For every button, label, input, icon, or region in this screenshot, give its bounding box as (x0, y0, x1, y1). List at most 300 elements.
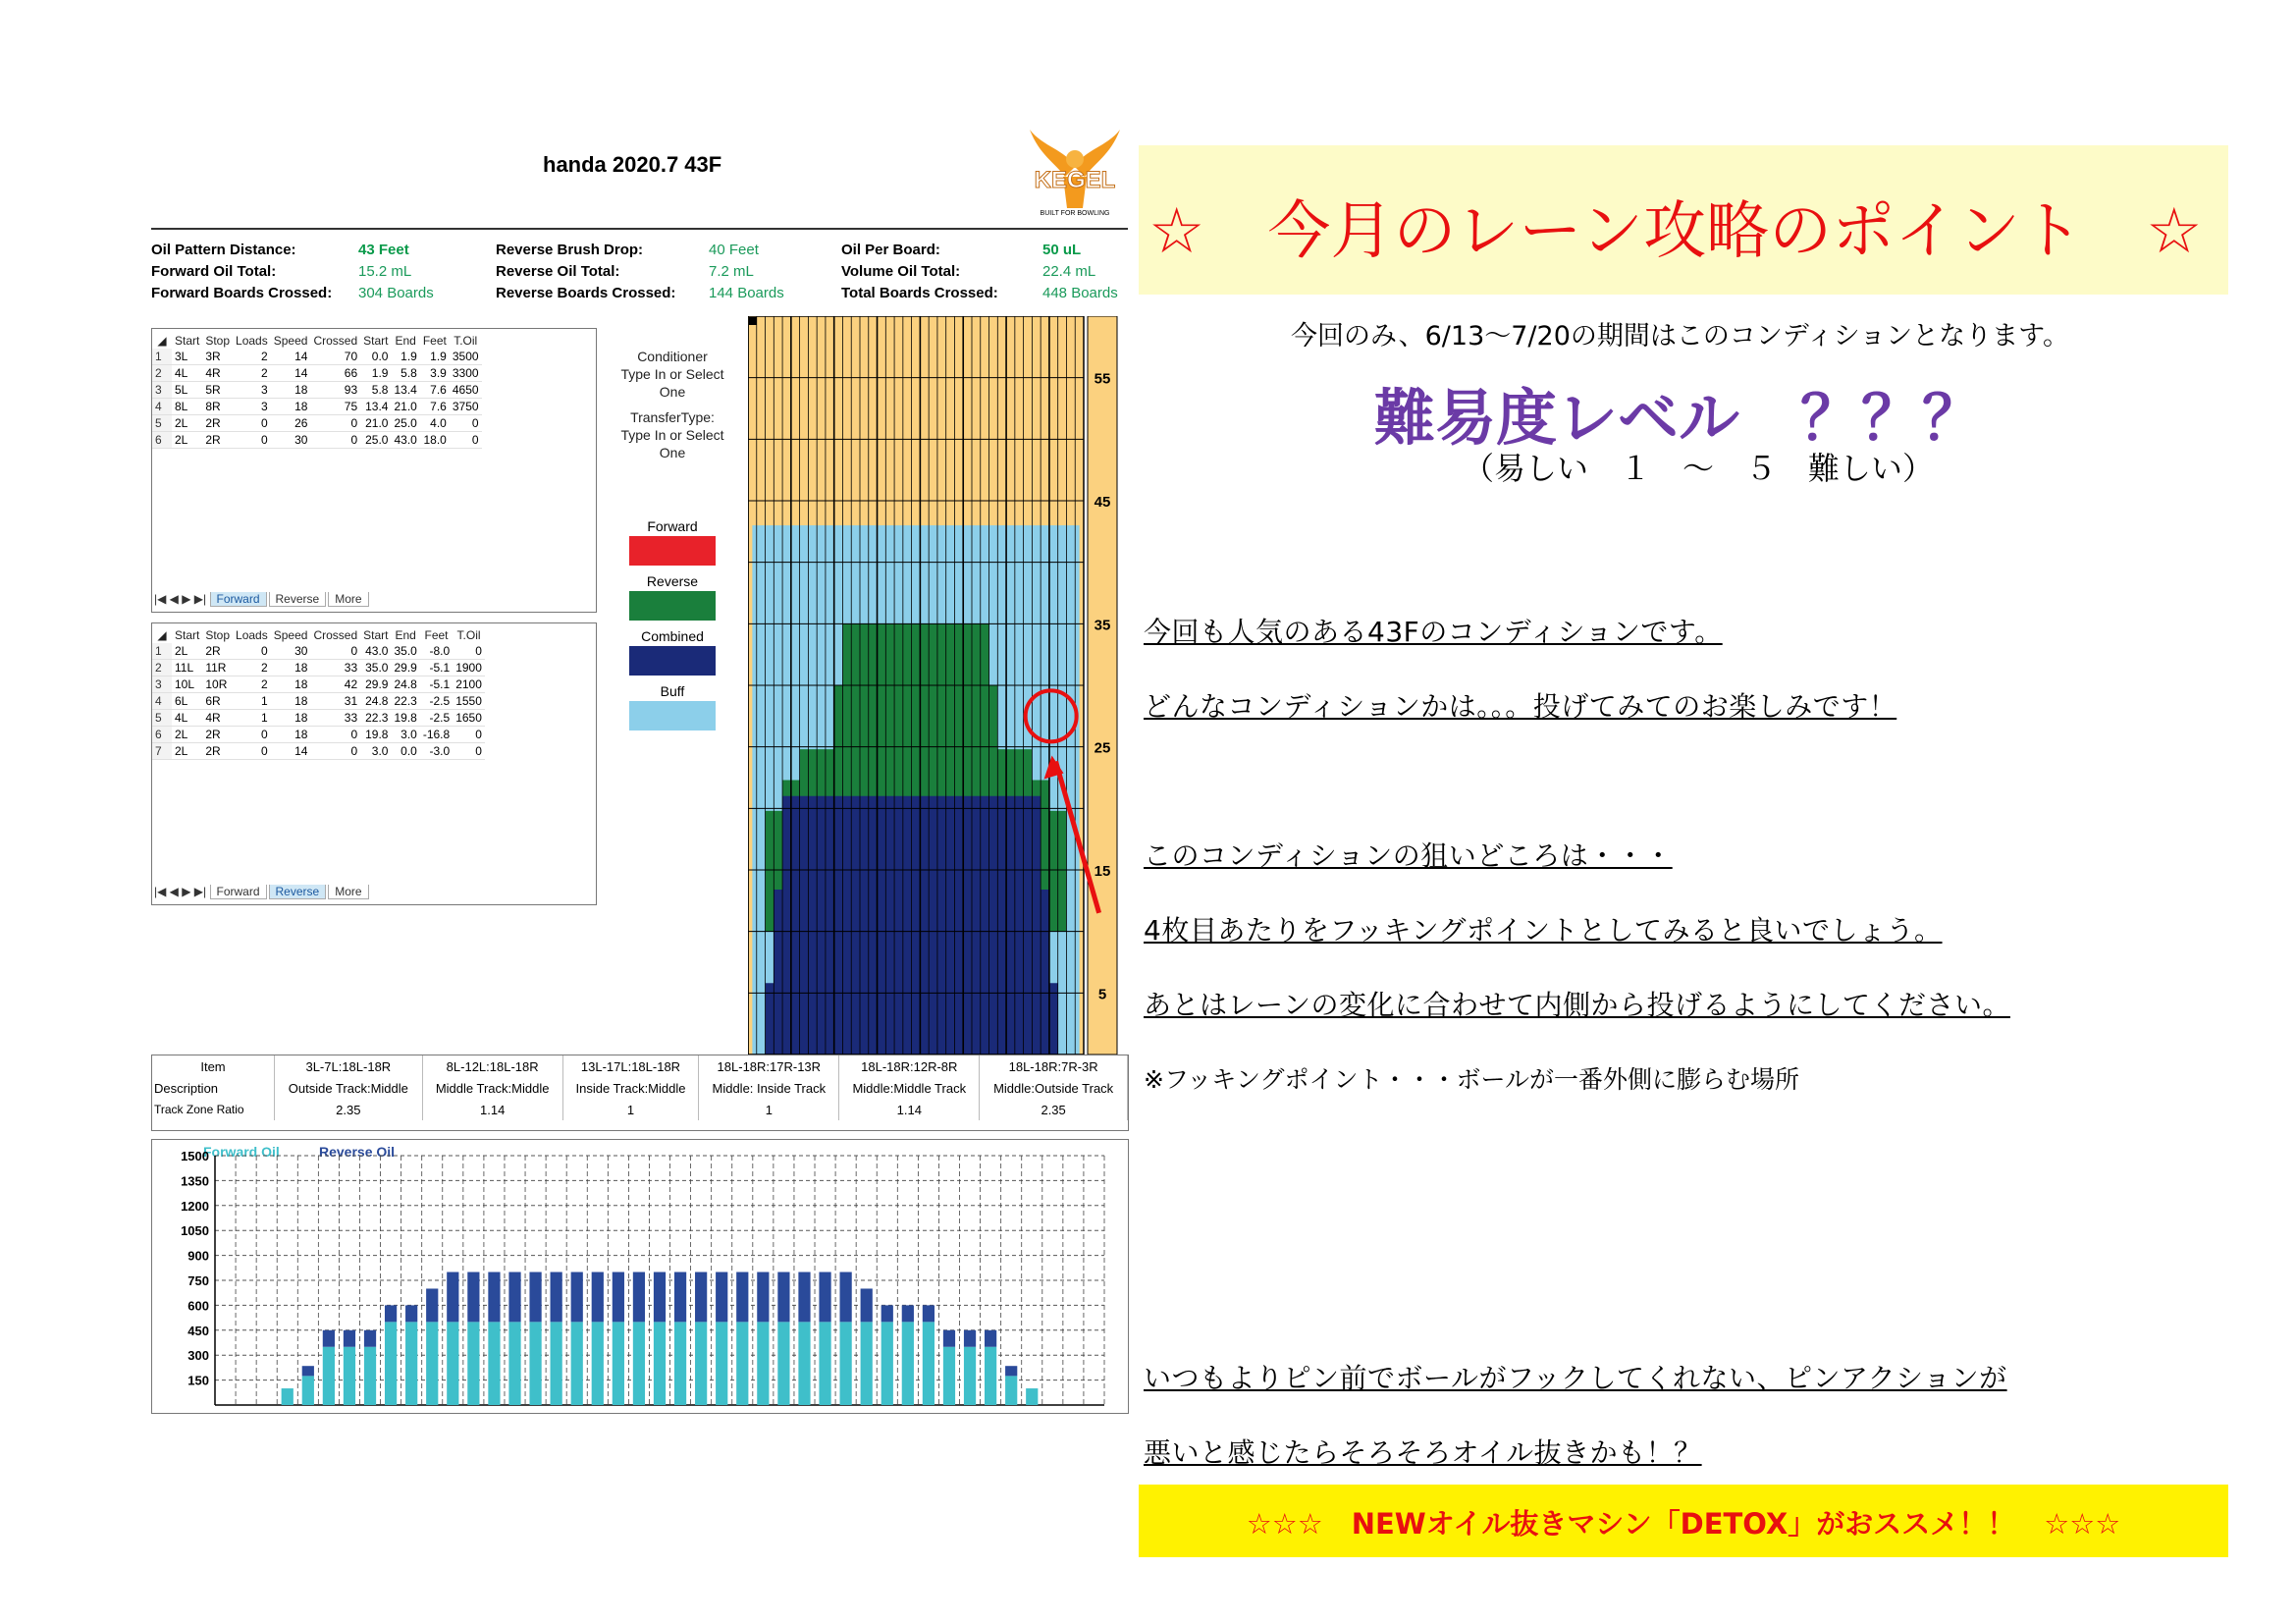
bar-reverse-oil (633, 1272, 645, 1323)
stat-value-pattern-distance: 43 Feet (358, 242, 409, 258)
table-cell[interactable]: 43.0 (391, 432, 419, 449)
column-header: Crossed (313, 628, 358, 642)
header-corner: ◢ (157, 334, 167, 348)
table-cell[interactable]: 18 (271, 399, 311, 415)
table-cell[interactable]: 2R (202, 415, 233, 432)
bar-forward-oil (1026, 1388, 1038, 1405)
forward-table-body (152, 349, 482, 449)
table-cell[interactable]: 0 (310, 415, 360, 432)
bar-reverse-oil (571, 1272, 583, 1323)
header-corner: ◢ (157, 628, 167, 642)
table-cell[interactable]: -3.0 (420, 743, 453, 760)
stat-value-forward-oil: 15.2 mL (358, 263, 412, 280)
table-cell[interactable]: 3.9 (420, 365, 450, 382)
bar-forward-oil (819, 1322, 830, 1405)
table-cell[interactable]: 1650 (453, 710, 485, 727)
transfer-line: Type In or Select (620, 427, 724, 443)
stat-value-oil-per-board: 50 uL (1042, 242, 1082, 258)
table-cell[interactable]: 31 (310, 693, 360, 710)
table-cell[interactable]: 3.0 (360, 743, 391, 760)
table-cell[interactable]: 10R (202, 676, 233, 693)
row-number[interactable]: 1 (152, 643, 172, 660)
legend-reverse-oil: Reverse Oil (319, 1144, 396, 1160)
row-number[interactable]: 6 (152, 432, 172, 449)
legend-swatch (629, 591, 716, 621)
legend-item (623, 628, 721, 676)
table-cell[interactable]: -8.0 (420, 643, 453, 660)
column-header: Start (363, 334, 389, 348)
zone-ratio: 1.14 (839, 1099, 980, 1120)
bar-forward-oil (592, 1322, 604, 1405)
table-cell[interactable]: 4.0 (420, 415, 450, 432)
conditioner-line: One (659, 384, 686, 400)
bar-forward-oil (385, 1322, 397, 1405)
y-tick-label: 1500 (181, 1149, 209, 1163)
table-cell[interactable]: 4R (202, 365, 233, 382)
table-cell[interactable]: 3 (233, 399, 271, 415)
bar-reverse-oil (467, 1272, 479, 1323)
difficulty-scale: （易しい １ ～ ５ 難しい） (1463, 450, 1935, 487)
table-cell[interactable]: 4R (202, 710, 233, 727)
forward-table-row (152, 399, 482, 415)
bar-reverse-oil (344, 1330, 355, 1347)
table-cell[interactable]: 0 (233, 727, 271, 743)
bar-reverse-oil (840, 1272, 852, 1323)
tab-reverse[interactable]: Reverse (269, 885, 327, 899)
table-cell[interactable]: 42 (310, 676, 360, 693)
table-cell[interactable]: 7.6 (420, 399, 450, 415)
table-cell[interactable]: 24.8 (360, 693, 391, 710)
table-cell[interactable]: 14 (271, 743, 311, 760)
stat-label-reverse-oil: Reverse Oil Total: (496, 263, 620, 280)
table-cell[interactable]: 0 (450, 415, 482, 432)
table-cell[interactable]: 2L (172, 743, 202, 760)
table-cell[interactable]: 22.3 (391, 693, 419, 710)
y-tick-label: 1350 (181, 1173, 209, 1189)
legend-swatch (629, 701, 716, 730)
lane-oil-graph (748, 316, 1136, 1055)
bar-forward-oil (964, 1347, 976, 1405)
bar-forward-oil (467, 1322, 479, 1405)
y-tick-label: 300 (187, 1348, 209, 1364)
table-cell[interactable]: 6R (202, 693, 233, 710)
table-cell[interactable]: 30 (271, 643, 311, 660)
bar-forward-oil (695, 1322, 707, 1405)
table-cell[interactable]: -2.5 (420, 693, 453, 710)
bar-forward-oil (716, 1322, 727, 1405)
legend-item (623, 683, 721, 730)
y-tick-label: 600 (187, 1298, 209, 1314)
table-cell[interactable]: 2R (202, 727, 233, 743)
conditioner-note (604, 348, 741, 401)
zone-description: Inside Track:Middle (562, 1077, 699, 1099)
table-cell[interactable]: 0 (453, 643, 485, 660)
table-cell[interactable]: 4L (172, 365, 202, 382)
zone-description: Middle:Middle Track (839, 1077, 980, 1099)
table-cell[interactable]: 0 (233, 432, 271, 449)
table-cell[interactable]: 29.9 (391, 660, 419, 676)
table-cell[interactable]: 3R (202, 349, 233, 365)
bar-reverse-oil (529, 1272, 541, 1323)
table-cell[interactable]: 0 (233, 643, 271, 660)
table-cell[interactable]: 3 (233, 382, 271, 399)
table-cell[interactable]: 2L (172, 415, 202, 432)
bar-forward-oil (674, 1322, 686, 1405)
reverse-table-row (152, 743, 485, 760)
table-cell[interactable]: 1.9 (391, 349, 419, 365)
bar-reverse-oil (323, 1330, 335, 1347)
column-header: End (395, 628, 416, 642)
table-cell[interactable]: 0.0 (360, 349, 391, 365)
transfer-line: One (659, 445, 686, 460)
table-cell[interactable]: 19.8 (391, 710, 419, 727)
row-number[interactable]: 4 (152, 399, 172, 415)
table-cell[interactable]: 2R (202, 643, 233, 660)
forward-table-row (152, 365, 482, 382)
table-cell[interactable]: 0 (453, 743, 485, 760)
zone-description: Middle:Outside Track (980, 1077, 1128, 1099)
reverse-table-sheet (151, 622, 597, 905)
table-cell[interactable]: 0 (310, 643, 360, 660)
table-cell[interactable]: 5.8 (360, 382, 391, 399)
lane-ruler (1088, 316, 1117, 1055)
headline: ☆ 今月のレーン攻略のポイント ☆ (1148, 195, 2203, 268)
detox-banner-text: ☆☆☆ NEWオイル抜きマシン「DETOX」がおススメ！！ ☆☆☆ (1246, 1507, 2121, 1541)
column-header: Feet (424, 628, 449, 642)
zone-item-row (152, 1055, 1128, 1077)
table-cell[interactable]: 18 (271, 382, 311, 399)
bar-forward-oil (736, 1322, 748, 1405)
reverse-table-row (152, 676, 485, 693)
table-cell[interactable]: 18 (271, 660, 311, 676)
tab-nav-arrows[interactable]: |◀ ◀ ▶ ▶| (154, 885, 207, 898)
table-cell[interactable]: 35.0 (391, 643, 419, 660)
bar-reverse-oil (716, 1272, 727, 1323)
table-cell[interactable]: 3.0 (391, 727, 419, 743)
zone-desc-row (152, 1077, 1128, 1099)
table-cell[interactable]: 3500 (450, 349, 482, 365)
transfer-note (604, 408, 741, 461)
lane-legend (623, 518, 721, 738)
reverse-table-row (152, 660, 485, 676)
table-cell[interactable]: 4650 (450, 382, 482, 399)
table-cell[interactable]: 21.0 (360, 415, 391, 432)
table-cell[interactable]: 22.3 (360, 710, 391, 727)
table-cell[interactable]: 0 (453, 727, 485, 743)
zone-item: 18L-18R:7R-3R (980, 1055, 1128, 1077)
stat-value-volume-oil: 22.4 mL (1042, 263, 1096, 280)
oil-chart-frame (151, 1139, 1129, 1414)
table-cell[interactable]: 18.0 (420, 432, 450, 449)
table-cell[interactable]: 2L (172, 727, 202, 743)
table-cell[interactable]: 43.0 (360, 643, 391, 660)
legend-label: Forward (647, 518, 698, 534)
zone-ratio: 2.35 (980, 1099, 1128, 1120)
table-cell[interactable]: 18 (271, 676, 311, 693)
stat-label-reverse-boards: Reverse Boards Crossed: (496, 285, 676, 301)
forward-table-row (152, 415, 482, 432)
bar-forward-oil (282, 1388, 294, 1405)
lane-ruler-label: 55 (1094, 370, 1111, 388)
table-cell[interactable]: 6L (172, 693, 202, 710)
table-cell[interactable]: 3L (172, 349, 202, 365)
bar-forward-oil (488, 1322, 500, 1405)
table-cell[interactable]: 1.9 (360, 365, 391, 382)
hooking-point-note: ※フッキングポイント・・・ボールが一番外側に膨らむ場所 (1144, 1065, 1799, 1094)
stat-value-reverse-oil: 7.2 mL (709, 263, 754, 280)
table-cell[interactable]: 11L (172, 660, 202, 676)
bar-forward-oil (985, 1347, 996, 1405)
legend-swatch (629, 536, 716, 566)
reverse-table (152, 627, 485, 760)
bar-reverse-oil (964, 1330, 976, 1347)
table-cell[interactable]: 93 (310, 382, 360, 399)
period-subtitle: 今回のみ、6/13～7/20の期間はこのコンディションとなります。 (1291, 321, 2070, 352)
table-cell[interactable]: 66 (310, 365, 360, 382)
table-cell[interactable]: 1 (233, 693, 271, 710)
kegel-logo-tagline: BUILT FOR BOWLING (1040, 210, 1110, 217)
table-cell[interactable]: 0 (310, 727, 360, 743)
bar-forward-oil (323, 1347, 335, 1405)
tab-reverse[interactable]: Reverse (269, 592, 327, 607)
bar-forward-oil (861, 1322, 873, 1405)
bar-reverse-oil (674, 1272, 686, 1323)
table-cell[interactable]: 1 (233, 710, 271, 727)
reverse-table-row (152, 643, 485, 660)
y-tick-label: 900 (187, 1248, 209, 1264)
detox-banner (1139, 1485, 2228, 1557)
bar-reverse-oil (654, 1272, 666, 1323)
bar-forward-oil (613, 1322, 624, 1405)
table-cell[interactable]: -16.8 (420, 727, 453, 743)
forward-table-row (152, 349, 482, 365)
column-header: Loads (236, 628, 268, 642)
table-cell[interactable]: 3750 (450, 399, 482, 415)
table-cell[interactable]: 0 (450, 432, 482, 449)
table-cell[interactable]: 14 (271, 365, 311, 382)
text-line-4: 4枚目あたりをフッキングポイントとしてみると良いでしょう。 (1144, 914, 1943, 947)
text-line-5: あとはレーンの変化に合わせて内側から投げるようにしてください。 (1144, 989, 2010, 1021)
row-number[interactable]: 3 (152, 382, 172, 399)
table-cell[interactable]: 1.9 (420, 349, 450, 365)
table-cell[interactable]: 7.6 (420, 382, 450, 399)
reverse-table-body (152, 643, 485, 760)
zone-ratio-label: Track Zone Ratio (152, 1099, 275, 1120)
zone-item: 18L-18R:12R-8R (839, 1055, 980, 1077)
y-tick-label: 150 (187, 1373, 209, 1388)
column-header: Start (363, 628, 389, 642)
table-cell[interactable]: 0.0 (391, 743, 419, 760)
reverse-sheet-tabs (154, 885, 371, 899)
table-cell[interactable]: 33 (310, 710, 360, 727)
table-cell[interactable]: 2 (233, 660, 271, 676)
row-number[interactable]: 3 (152, 676, 172, 693)
table-cell[interactable]: 25.0 (360, 432, 391, 449)
bar-forward-oil (302, 1376, 314, 1405)
bar-reverse-oil (695, 1272, 707, 1323)
table-cell[interactable]: 19.8 (360, 727, 391, 743)
bar-forward-oil (902, 1322, 914, 1405)
legend-label: Reverse (646, 573, 699, 589)
table-cell[interactable]: 10L (172, 676, 202, 693)
table-cell[interactable]: 3300 (450, 365, 482, 382)
row-number[interactable]: 2 (152, 660, 172, 676)
stat-label-forward-boards: Forward Boards Crossed: (151, 285, 333, 301)
bar-reverse-oil (798, 1272, 810, 1323)
text-line-3: このコンディションの狙いどころは・・・ (1144, 839, 1673, 872)
column-header: Speed (273, 334, 308, 348)
bar-reverse-oil (551, 1272, 562, 1323)
tab-forward[interactable]: Forward (210, 885, 267, 899)
table-cell[interactable]: 18 (271, 727, 311, 743)
row-number[interactable]: 6 (152, 727, 172, 743)
lane-ruler-label: 5 (1097, 986, 1107, 1003)
transfer-line: TransferType: (630, 409, 715, 425)
zone-item: 13L-17L:18L-18R (562, 1055, 699, 1077)
reverse-table-row (152, 710, 485, 727)
table-cell[interactable]: 29.9 (360, 676, 391, 693)
table-cell[interactable]: 26 (271, 415, 311, 432)
column-header: Stop (205, 334, 231, 348)
bar-reverse-oil (613, 1272, 624, 1323)
table-cell[interactable]: 2L (172, 432, 202, 449)
stat-label-brush-drop: Reverse Brush Drop: (496, 242, 644, 258)
table-cell[interactable]: 11R (202, 660, 233, 676)
table-cell[interactable]: 8L (172, 399, 202, 415)
tab-nav-arrows[interactable]: |◀ ◀ ▶ ▶| (154, 592, 207, 606)
table-cell[interactable]: 13.4 (360, 399, 391, 415)
table-cell[interactable]: 14 (271, 349, 311, 365)
column-header: Loads (236, 334, 268, 348)
table-cell[interactable]: 2R (202, 743, 233, 760)
table-cell[interactable]: 0 (310, 743, 360, 760)
zone-description: Middle Track:Middle (422, 1077, 562, 1099)
zone-ratio-row (152, 1099, 1128, 1120)
legend-swatch (629, 646, 716, 676)
bar-reverse-oil (1005, 1366, 1017, 1376)
table-cell[interactable]: 8R (202, 399, 233, 415)
table-cell[interactable]: 0 (233, 415, 271, 432)
row-number[interactable]: 5 (152, 710, 172, 727)
table-cell[interactable]: 21.0 (391, 399, 419, 415)
conditioner-line: Conditioner (637, 349, 708, 364)
bar-reverse-oil (881, 1305, 893, 1322)
bar-reverse-oil (508, 1272, 520, 1323)
table-cell[interactable]: 2 (233, 676, 271, 693)
table-cell[interactable]: 18 (271, 710, 311, 727)
table-cell[interactable]: 70 (310, 349, 360, 365)
column-header: Feet (422, 334, 447, 348)
zone-item: 8L-12L:18L-18R (422, 1055, 562, 1077)
table-cell[interactable]: 1550 (453, 693, 485, 710)
row-number[interactable]: 5 (152, 415, 172, 432)
stat-value-total-boards: 448 Boards (1042, 285, 1118, 301)
bar-reverse-oil (923, 1305, 934, 1322)
y-tick-label: 450 (187, 1323, 209, 1338)
bar-forward-oil (508, 1322, 520, 1405)
title-rule (151, 228, 1128, 230)
track-zone-grid (152, 1055, 1128, 1120)
kegel-logo-text: KEGEL (1034, 167, 1116, 193)
table-cell[interactable]: 5L (172, 382, 202, 399)
row-number[interactable]: 2 (152, 365, 172, 382)
zone-ratio: 1 (699, 1099, 839, 1120)
table-cell[interactable]: -5.1 (420, 660, 453, 676)
forward-table-row (152, 382, 482, 399)
forward-sheet-tabs (154, 592, 371, 607)
table-cell[interactable]: 2L (172, 643, 202, 660)
bar-forward-oil (881, 1322, 893, 1405)
bar-reverse-oil (592, 1272, 604, 1323)
legend-item (623, 573, 721, 621)
bar-reverse-oil (819, 1272, 830, 1323)
row-number[interactable]: 1 (152, 349, 172, 365)
table-cell[interactable]: 25.0 (391, 415, 419, 432)
bar-forward-oil (344, 1347, 355, 1405)
doc-title: handa 2020.7 43F (543, 152, 722, 177)
table-cell[interactable]: 35.0 (360, 660, 391, 676)
reverse-table-row (152, 693, 485, 710)
table-cell[interactable]: 75 (310, 399, 360, 415)
row-number[interactable]: 7 (152, 743, 172, 760)
row-number[interactable]: 4 (152, 693, 172, 710)
table-cell[interactable]: 33 (310, 660, 360, 676)
lane-ruler-label: 25 (1094, 739, 1111, 757)
y-tick-label: 750 (187, 1273, 209, 1288)
table-cell[interactable]: 4L (172, 710, 202, 727)
bar-forward-oil (757, 1322, 769, 1405)
table-cell[interactable]: 18 (271, 693, 311, 710)
table-cell[interactable]: 24.8 (391, 676, 419, 693)
table-cell[interactable]: 2R (202, 432, 233, 449)
table-cell[interactable]: 30 (271, 432, 311, 449)
bar-reverse-oil (902, 1305, 914, 1322)
legend-item (623, 518, 721, 566)
table-cell[interactable]: 2 (233, 349, 271, 365)
table-cell[interactable]: 5R (202, 382, 233, 399)
reverse-table-row (152, 727, 485, 743)
forward-table (152, 333, 482, 449)
tab-forward[interactable]: Forward (210, 592, 267, 607)
bar-forward-oil (798, 1322, 810, 1405)
bar-forward-oil (571, 1322, 583, 1405)
table-cell[interactable]: 13.4 (391, 382, 419, 399)
text-line-6: いつもよりピン前でボールがフックしてくれない、ピンアクションが (1144, 1362, 2007, 1394)
zone-item-label: Item (152, 1055, 275, 1077)
table-cell[interactable]: 0 (310, 432, 360, 449)
table-cell[interactable]: 2100 (453, 676, 485, 693)
lane-ruler-label: 15 (1094, 863, 1111, 880)
text-line-1: 今回も人気のある43Fのコンディションです。 (1144, 616, 1723, 648)
table-cell[interactable]: 0 (233, 743, 271, 760)
table-cell[interactable]: 2 (233, 365, 271, 382)
tab-more[interactable]: More (328, 592, 368, 607)
bar-forward-oil (551, 1322, 562, 1405)
zone-ratio: 1 (562, 1099, 699, 1120)
bar-forward-oil (447, 1322, 458, 1405)
column-header: Speed (273, 628, 308, 642)
y-tick-label: 1050 (181, 1223, 209, 1239)
table-cell[interactable]: 1900 (453, 660, 485, 676)
table-cell[interactable]: -5.1 (420, 676, 453, 693)
stat-label-total-boards: Total Boards Crossed: (841, 285, 998, 301)
bar-forward-oil (923, 1322, 934, 1405)
table-cell[interactable]: 5.8 (391, 365, 419, 382)
tab-more[interactable]: More (328, 885, 368, 899)
bar-forward-oil (840, 1322, 852, 1405)
bar-forward-oil (364, 1347, 376, 1405)
table-cell[interactable]: -2.5 (420, 710, 453, 727)
